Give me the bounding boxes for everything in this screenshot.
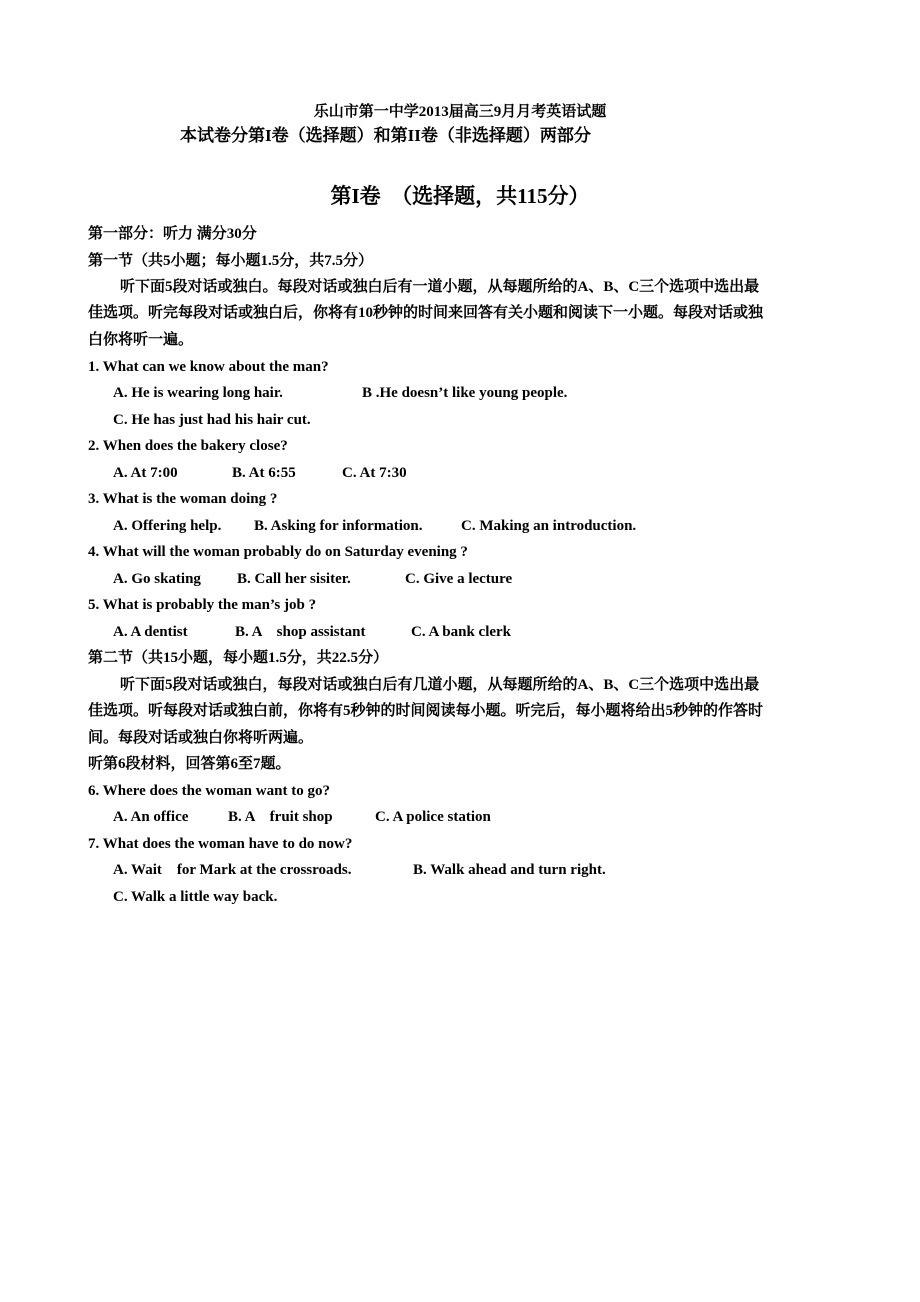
section1-instructions: 听下面5段对话或独白。每段对话或独白后有一道小题，从每题所给的A、B、C三个选项中选出最 xyxy=(120,279,760,295)
option: C. At 7:30 xyxy=(342,465,407,481)
option: C. He has just had his hair cut. xyxy=(113,412,311,428)
option: C. A bank clerk xyxy=(411,624,512,640)
question: 4. What will the woman probably do on Saturday evening ? xyxy=(88,544,468,560)
option: B. Asking for information. xyxy=(254,518,423,534)
option: A. Go skating xyxy=(113,571,201,587)
option: B. Call her sisiter. xyxy=(237,571,351,587)
section2-instructions: 听下面5段对话或独白，每段对话或独白后有几道小题，从每题所给的A、B、C三个选项中选出最 xyxy=(120,677,760,693)
section2-heading: 第二节（共15小题，每小题1.5分，共22.5分） xyxy=(88,650,389,666)
section2-instructions: 佳选项。听每段对话或独白前，你将有5秒钟的时间阅读每小题。听完后，每小题将给出5秒钟的作答时 xyxy=(88,703,764,719)
volume-heading: 第I卷 （选择题，共115分） xyxy=(330,184,590,208)
option: C. Walk a little way back. xyxy=(113,889,278,905)
question: 5. What is probably the man’s job ? xyxy=(88,597,317,613)
section1-instructions: 白你将听一遍。 xyxy=(88,332,194,348)
option: A. He is wearing long hair. xyxy=(113,385,283,401)
question: 7. What does the woman have to do now? xyxy=(88,836,353,852)
question: 3. What is the woman doing ? xyxy=(88,491,278,507)
part-heading: 第一部分：听力 满分30分 xyxy=(88,226,257,242)
option: A. A dentist xyxy=(113,624,188,640)
exam-title: 乐山市第一中学2013届高三9月月考英语试题 xyxy=(313,104,607,120)
option: A. Wait for Mark at the crossroads. xyxy=(113,862,352,878)
option: B. A fruit shop xyxy=(228,809,333,825)
option: B. Walk ahead and turn right. xyxy=(413,862,606,878)
option: C. Give a lecture xyxy=(405,571,513,587)
question: 2. When does the bakery close? xyxy=(88,438,288,454)
option: A. At 7:00 xyxy=(113,465,178,481)
section2-instructions: 间。每段对话或独白你将听两遍。 xyxy=(88,730,314,746)
exam-subtitle: 本试卷分第I卷（选择题）和第II卷（非选择题）两部分 xyxy=(180,126,591,145)
question: 1. What can we know about the man? xyxy=(88,359,329,375)
option: B. At 6:55 xyxy=(232,465,296,481)
option: C. Making an introduction. xyxy=(461,518,637,534)
option: C. A police station xyxy=(375,809,491,825)
section1-instructions: 佳选项。听完每段对话或独白后，你将有10秒钟的时间来回答有关小题和阅读下一小题。每段对话或独 xyxy=(88,305,764,321)
material-note: 听第6段材料，回答第6至7题。 xyxy=(88,756,291,772)
option: A. An office xyxy=(113,809,189,825)
option: B .He doesn’t like young people. xyxy=(362,385,568,401)
question: 6. Where does the woman want to go? xyxy=(88,783,330,799)
option: B. A shop assistant xyxy=(235,624,366,640)
option: A. Offering help. xyxy=(113,518,222,534)
section1-heading: 第一节（共5小题；每小题1.5分，共7.5分） xyxy=(88,253,374,269)
